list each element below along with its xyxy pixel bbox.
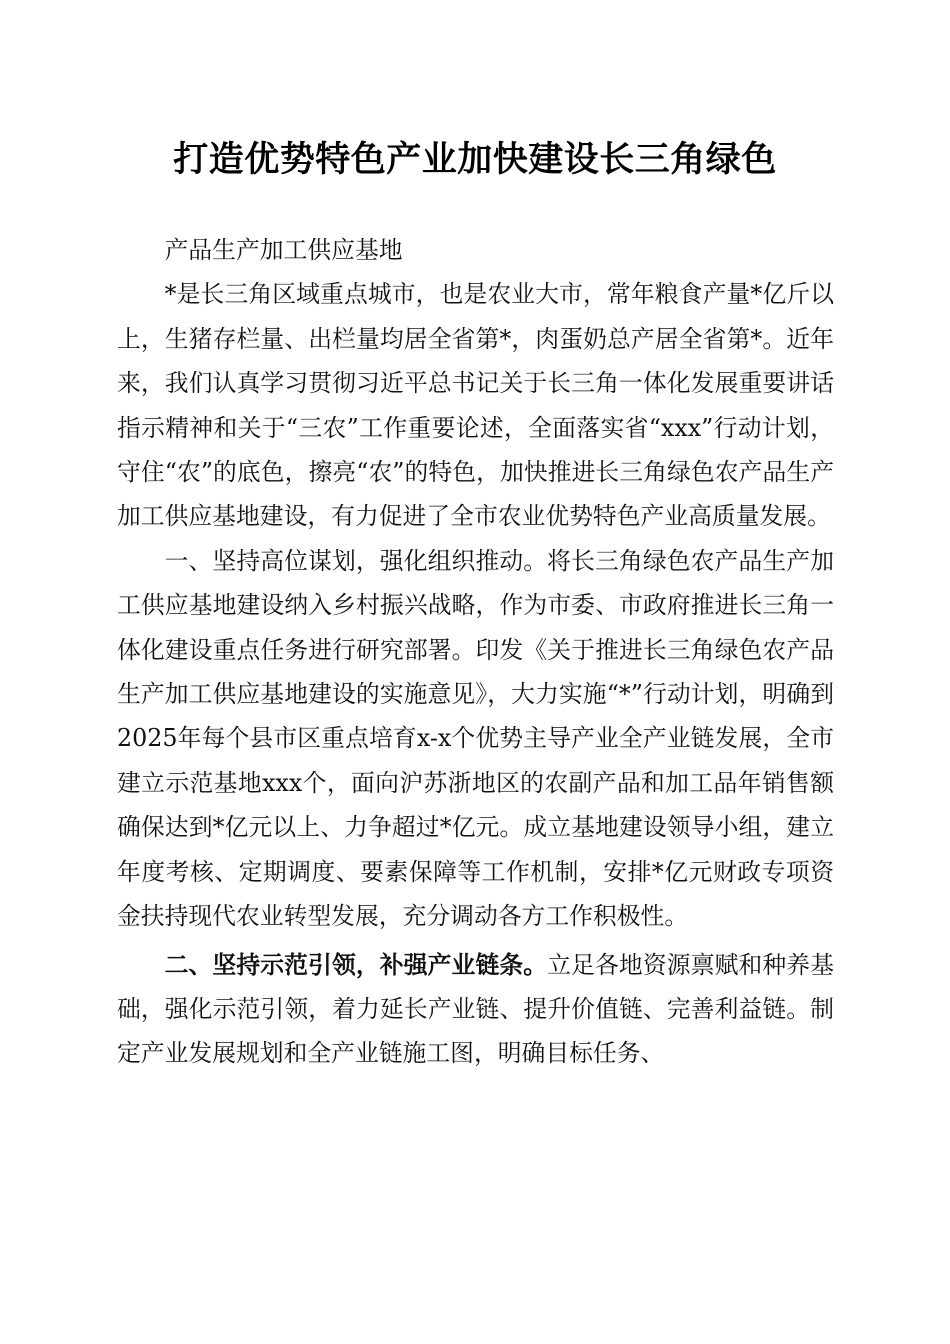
section-2-heading: 二、坚持示范引领，补强产业链条。 [164, 950, 548, 979]
document-body [117, 228, 834, 1076]
subtitle-line: 产品生产加工供应基地 [164, 236, 403, 264]
intro-paragraph: *是长三角区域重点城市，也是农业大市，常年粮食产量*亿斤以上，生猪存栏量、出栏量均居全省第*，肉蛋奶总产居全省第*。近年来，我们认真学习贯彻习近平总书记关于长三角一体化发展重要讲话指示精神和关于“三农”工作重要论述，全面落实省“xxx”行动计划，守住“农”的底色，擦亮“农”的特色，加快推进长三角绿色农产品生产加工供应基地建设，有力促进了全市农业优势特色产业高质量发展。 [117, 280, 834, 531]
section-1-paragraph: 一、坚持高位谋划，强化组织推动。将长三角绿色农产品生产加工供应基地建设纳入乡村振兴战略，作为市委、市政府推进长三角一体化建设重点任务进行研究部署。印发《关于推进长三角绿色农产品生产加工供应基地建设的实施意见》，大力实施“*”行动计划，明确到2025年每个县市区重点培育x-x个优势主导产业全产业链发展，全市建立示范基地xxx个，面向沪苏浙地区的农副产品和加工品年销售额确保达到*亿元以上、力争超过*亿元。成立基地建设领导小组，建立年度考核、定期调度、要素保障等工作机制，安排*亿元财政专项资金扶持现代农业转型发展，充分调动各方工作积极性。 [117, 546, 834, 931]
document-title: 打造优势特色产业加快建设长三角绿色 [173, 139, 777, 180]
section-2-text: 立足各地资源禀赋和种养基础，强化示范引领，着力延长产业链、提升价值链、完善利益链。制定产业发展规划和全产业链施工图，明确目标任务、 [117, 950, 835, 1068]
section-2-paragraph [117, 943, 834, 1076]
